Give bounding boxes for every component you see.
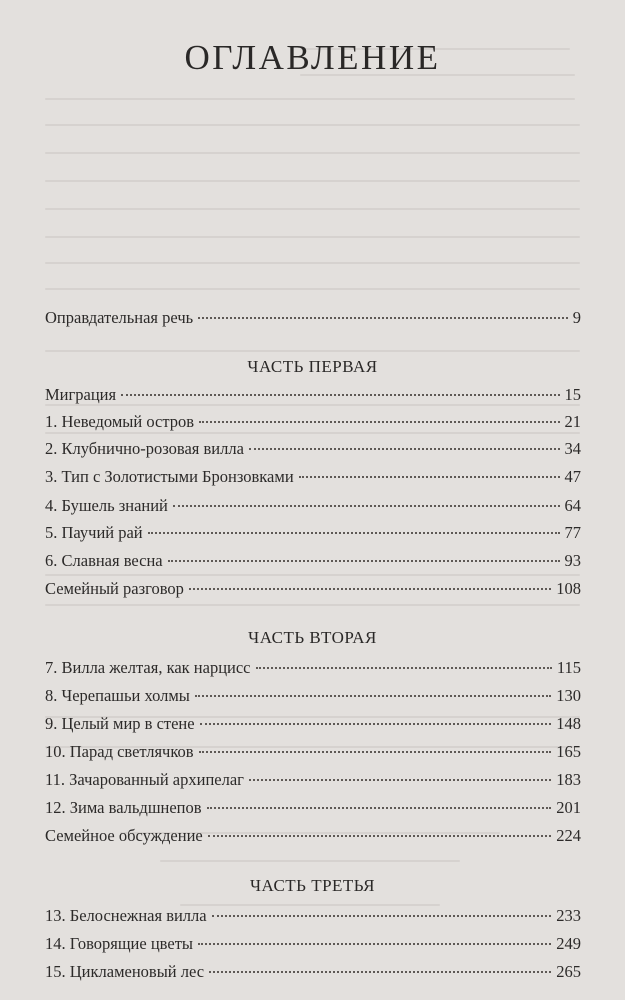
- show-through-line: [45, 180, 580, 182]
- dot-leader: [249, 779, 551, 781]
- toc-entry[interactable]: [45, 684, 581, 708]
- show-through-line: [45, 98, 575, 100]
- dot-leader: [299, 476, 560, 478]
- dot-leader: [198, 317, 568, 319]
- dot-leader: [199, 751, 552, 753]
- toc-entry-page: 34: [564, 439, 581, 458]
- dot-leader: [199, 421, 559, 423]
- dot-leader: [209, 971, 551, 973]
- dot-leader: [121, 394, 559, 396]
- toc-entry[interactable]: [45, 740, 581, 764]
- dot-leader: [168, 560, 560, 562]
- toc-entry-label: 6. Славная весна: [45, 551, 163, 570]
- part-heading: ЧАСТЬ ПЕРВАЯ: [247, 357, 378, 376]
- toc-entry-label: 15. Цикламеновый лес: [45, 962, 205, 981]
- toc-entry-label: 13. Белоснежная вилла: [45, 906, 207, 925]
- toc-entry-page: 64: [564, 496, 581, 515]
- part-heading: ЧАСТЬ ТРЕТЬЯ: [249, 876, 376, 895]
- toc-entry-page: 15: [564, 385, 581, 404]
- dot-leader: [173, 505, 560, 507]
- show-through-line: [45, 604, 580, 606]
- toc-entry-page: 265: [556, 962, 581, 981]
- toc-entry-page: 93: [564, 551, 581, 570]
- part-heading: ЧАСТЬ ВТОРАЯ: [248, 628, 377, 647]
- show-through-line: [45, 350, 580, 352]
- toc-entry-page: 115: [556, 658, 581, 677]
- toc-entry[interactable]: [45, 521, 581, 545]
- toc-entry-page: 233: [556, 906, 581, 925]
- toc-entry-label: 1. Неведомый остров: [45, 412, 195, 431]
- show-through-line: [45, 208, 580, 210]
- toc-entry-page: 249: [556, 934, 581, 953]
- dot-leader: [195, 695, 551, 697]
- toc-entry[interactable]: [45, 577, 581, 601]
- toc-entry-page: 21: [564, 412, 581, 431]
- toc-entry-label: 11. Зачарованный архипелаг: [45, 770, 244, 789]
- toc-entry-label: Семейное обсуждение: [45, 826, 203, 845]
- dot-leader: [249, 448, 560, 450]
- dot-leader: [189, 588, 551, 590]
- toc-entry-label: 4. Бушель знаний: [45, 496, 168, 515]
- toc-entry-page: 9: [572, 308, 581, 327]
- toc-entry-label: 10. Парад светлячков: [45, 742, 194, 761]
- toc-entry[interactable]: [45, 824, 581, 848]
- dot-leader: [200, 723, 552, 725]
- toc-entry[interactable]: [45, 549, 581, 573]
- toc-entry[interactable]: [45, 932, 581, 956]
- toc-entry-label: Миграция: [45, 385, 117, 404]
- toc-entry-label: Оправдательная речь: [45, 308, 194, 327]
- toc-entry[interactable]: [45, 904, 581, 928]
- toc-entry-label: 2. Клубнично-розовая вилла: [45, 439, 244, 458]
- toc-entry[interactable]: [45, 410, 581, 434]
- dot-leader: [256, 667, 552, 669]
- toc-entry[interactable]: [45, 768, 581, 792]
- toc-entry-label: 3. Тип с Золотистыми Бронзовками: [45, 467, 294, 486]
- toc-entry[interactable]: [45, 383, 581, 407]
- page-title: ОГЛАВЛЕНИЕ: [184, 38, 441, 77]
- toc-entry[interactable]: [45, 437, 581, 461]
- show-through-line: [45, 124, 580, 126]
- toc-entry-page: 201: [556, 798, 581, 817]
- toc-entry-label: 7. Вилла желтая, как нарцисс: [45, 658, 251, 677]
- toc-entry[interactable]: [45, 465, 581, 489]
- dot-leader: [148, 532, 560, 534]
- toc-entry[interactable]: [45, 712, 581, 736]
- toc-entry-page: 47: [564, 467, 581, 486]
- toc-entry-page: 183: [556, 770, 581, 789]
- dot-leader: [207, 807, 552, 809]
- toc-entry-label: 9. Целый мир в стене: [45, 714, 195, 733]
- show-through-line: [45, 236, 580, 238]
- toc-entry-page: 224: [556, 826, 581, 845]
- show-through-line: [45, 288, 580, 290]
- toc-entry[interactable]: [45, 494, 581, 518]
- toc-entry-intro[interactable]: [45, 306, 581, 330]
- dot-leader: [198, 943, 551, 945]
- toc-entry-page: 148: [556, 714, 581, 733]
- dot-leader: [208, 835, 552, 837]
- dot-leader: [212, 915, 552, 917]
- toc-entry-label: Семейный разговор: [45, 579, 184, 598]
- toc-entry[interactable]: [45, 796, 581, 820]
- toc-entry[interactable]: [45, 656, 581, 680]
- toc-entry-label: 14. Говорящие цветы: [45, 934, 193, 953]
- show-through-line: [160, 860, 460, 862]
- toc-entry-page: 165: [556, 742, 581, 761]
- toc-entry-page: 130: [556, 686, 581, 705]
- toc-entry-label: 5. Паучий рай: [45, 523, 143, 542]
- toc-entry-page: 77: [564, 523, 581, 542]
- show-through-line: [45, 262, 580, 264]
- toc-entry-page: 108: [556, 579, 581, 598]
- toc-entry-label: 12. Зима вальдшнепов: [45, 798, 202, 817]
- toc-entry[interactable]: [45, 960, 581, 984]
- show-through-line: [45, 152, 580, 154]
- toc-entry-label: 8. Черепашьи холмы: [45, 686, 190, 705]
- show-through-line: [45, 574, 580, 576]
